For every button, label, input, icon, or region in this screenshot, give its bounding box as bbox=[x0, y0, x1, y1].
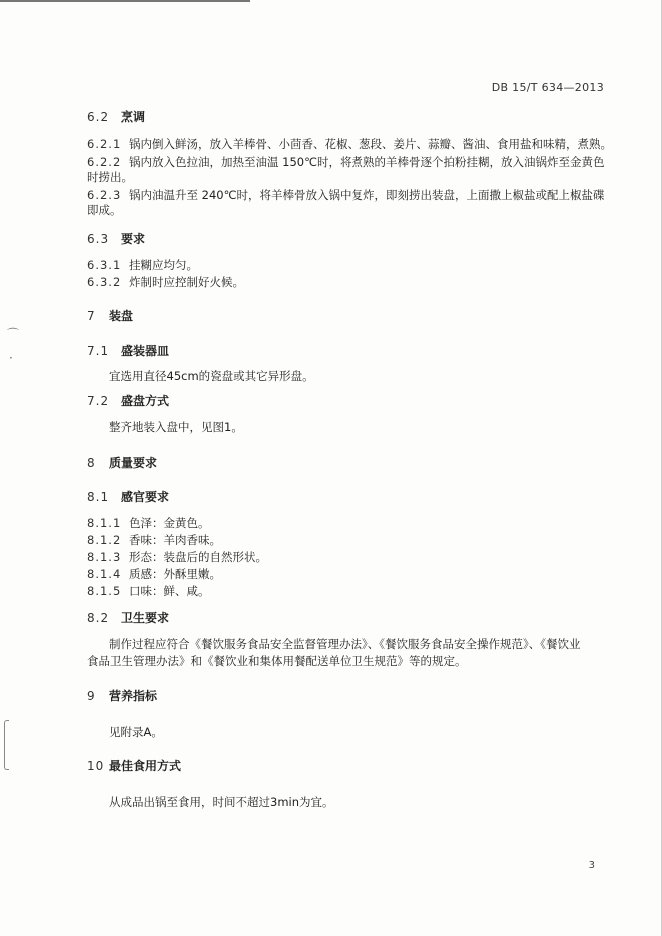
heading-8-2 bbox=[87, 611, 169, 625]
section-number: 10 bbox=[87, 759, 105, 773]
clause-text: 挂糊应均匀。 bbox=[129, 258, 198, 272]
section-title: 卫生要求 bbox=[121, 611, 170, 625]
heading-9 bbox=[87, 689, 157, 703]
scan-artifact-top-line bbox=[0, 0, 250, 2]
heading-10 bbox=[87, 759, 181, 773]
scan-artifact-bracket-mark bbox=[4, 720, 9, 770]
clause-6-2-2 bbox=[87, 155, 605, 169]
section-number: 8.2 bbox=[87, 611, 110, 625]
clause-8-1-2 bbox=[87, 533, 221, 547]
clause-number: 6.2.3 bbox=[87, 188, 122, 202]
heading-6-3 bbox=[87, 232, 145, 246]
clause-6-3-1 bbox=[87, 258, 198, 272]
clause-number: 6.3.2 bbox=[87, 275, 122, 289]
clause-6-2-3 bbox=[87, 188, 605, 202]
clause-text: 锅内油温升至 240℃时，将羊棒骨放入锅中复炸，即刻捞出装盘，上面撒上椒盐或配上椒盐碟 bbox=[129, 188, 605, 202]
clause-text: 质感：外酥里嫩。 bbox=[129, 567, 221, 581]
clause-7-1-text: 宜选用直径45cm的瓷盘或其它异形盘。 bbox=[109, 369, 314, 383]
section-number: 8.1 bbox=[87, 490, 110, 504]
clause-8-1-4 bbox=[87, 567, 221, 581]
clause-number: 8.1.2 bbox=[87, 533, 122, 547]
page-number: 3 bbox=[588, 860, 595, 871]
section-title: 烹调 bbox=[121, 110, 146, 124]
clause-number: 6.2.2 bbox=[87, 155, 122, 169]
clause-8-2-text-line1: 制作过程应符合《餐饮服务食品安全监督管理办法》、《餐饮服务食品安全操作规范》、《餐饮业 bbox=[109, 637, 581, 651]
clause-number: 8.1.4 bbox=[87, 567, 122, 581]
clause-text: 口味：鲜、咸。 bbox=[129, 584, 210, 598]
section-number: 6.2 bbox=[87, 110, 110, 124]
clause-6-3-2 bbox=[87, 275, 244, 289]
clause-text: 炸制时应控制好火候。 bbox=[129, 275, 244, 289]
clause-number: 6.2.1 bbox=[87, 137, 122, 151]
section-title: 盛盘方式 bbox=[121, 394, 170, 408]
section-number: 7 bbox=[87, 309, 96, 323]
clause-text: 锅内放入色拉油，加热至油温 150℃时，将煮熟的羊棒骨逐个拍粉挂糊，放入油锅炸至金黄色 bbox=[129, 155, 605, 169]
clause-8-1-3 bbox=[87, 550, 267, 564]
clause-text: 香味：羊肉香味。 bbox=[129, 533, 221, 547]
section-number: 9 bbox=[87, 689, 96, 703]
section-number: 6.3 bbox=[87, 232, 110, 246]
heading-6-2 bbox=[87, 110, 145, 124]
clause-number: 8.1.3 bbox=[87, 550, 122, 564]
clause-10-text: 从成品出锅至食用，时间不超过3min为宜。 bbox=[109, 795, 334, 809]
clause-text: 形态：装盘后的自然形状。 bbox=[129, 550, 267, 564]
clause-6-2-1 bbox=[87, 137, 612, 151]
heading-7-2 bbox=[87, 394, 169, 408]
section-number: 7.2 bbox=[87, 394, 110, 408]
heading-7 bbox=[87, 309, 133, 323]
section-title: 质量要求 bbox=[109, 456, 158, 470]
clause-7-2-text: 整齐地装入盘中，见图1。 bbox=[109, 420, 243, 434]
clause-8-2-text-line2: 食品卫生管理办法》和《餐饮业和集体用餐配送单位卫生规范》等的规定。 bbox=[87, 654, 467, 668]
clause-number: 8.1.1 bbox=[87, 516, 122, 530]
scan-artifact-margin-mark: · bbox=[9, 351, 13, 365]
section-title: 最佳食用方式 bbox=[109, 759, 182, 773]
section-number: 7.1 bbox=[87, 344, 110, 358]
clause-8-1-5 bbox=[87, 584, 210, 598]
clause-8-1-1 bbox=[87, 516, 210, 530]
section-title: 要求 bbox=[121, 232, 146, 246]
heading-8 bbox=[87, 456, 157, 470]
clause-6-2-2-continued: 时捞出。 bbox=[87, 170, 133, 184]
clause-number: 6.3.1 bbox=[87, 258, 122, 272]
heading-7-1 bbox=[87, 344, 169, 358]
section-title: 营养指标 bbox=[109, 689, 158, 703]
clause-number: 8.1.5 bbox=[87, 584, 122, 598]
clause-text: 锅内倒入鲜汤，放入羊棒骨、小茴香、花椒、葱段、姜片、蒜瓣、酱油、食用盐和味精，煮熟。 bbox=[129, 137, 612, 151]
section-number: 8 bbox=[87, 456, 96, 470]
clause-9-text: 见附录A。 bbox=[109, 725, 163, 739]
section-title: 装盘 bbox=[109, 309, 134, 323]
heading-8-1 bbox=[87, 490, 169, 504]
section-title: 盛装器皿 bbox=[121, 344, 170, 358]
section-title: 感官要求 bbox=[121, 490, 170, 504]
standard-code: DB 15/T 634—2013 bbox=[491, 81, 604, 94]
scan-artifact-margin-mark: ⌒ bbox=[7, 327, 20, 341]
clause-text: 色泽：金黄色。 bbox=[129, 516, 210, 530]
clause-6-2-3-continued: 即成。 bbox=[87, 203, 122, 217]
